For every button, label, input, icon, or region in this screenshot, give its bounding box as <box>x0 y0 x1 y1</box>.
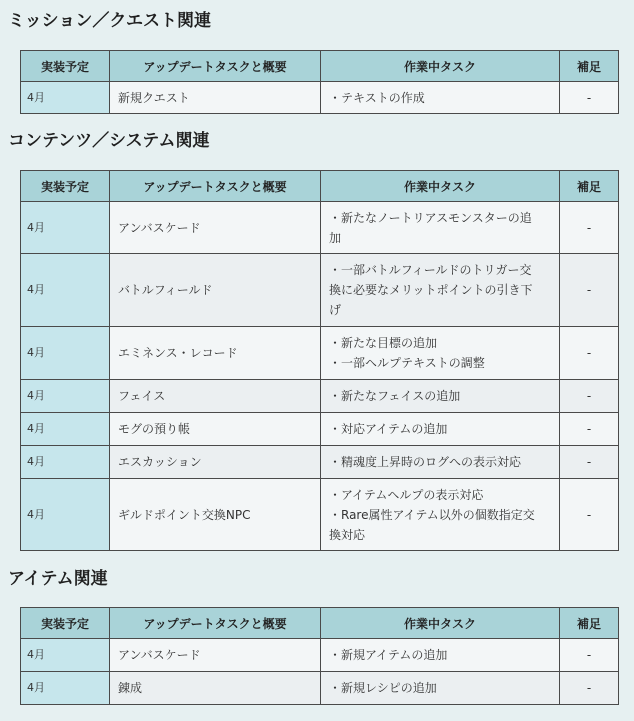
work-line: ・新たな目標の追加 <box>329 336 438 350</box>
work-line: ・新たなノートリアスモンスターの追 <box>329 210 532 225</box>
table-row <box>21 202 619 254</box>
note-cell: - <box>560 639 619 672</box>
work-line: 換に必要なメリットポイントの引き下 <box>329 283 533 297</box>
table-row <box>21 672 619 705</box>
items-table <box>20 607 619 705</box>
work-line: ・対応アイテムの追加 <box>329 422 448 436</box>
task-cell: 新規クエスト <box>110 82 321 114</box>
task-cell: エスカッション <box>110 446 321 479</box>
work-line: ・一部ヘルプテキストの調整 <box>329 356 485 370</box>
task-cell: アンバスケード <box>110 202 321 254</box>
mission-quest-table <box>20 50 619 114</box>
table-header-row <box>21 171 619 202</box>
table-header-row <box>21 608 619 639</box>
task-cell: フェイス <box>110 380 321 413</box>
header-schedule: 実装予定 <box>21 608 110 639</box>
header-note: 補足 <box>560 608 619 639</box>
task-cell: 錬成 <box>110 672 321 705</box>
table-row <box>21 479 619 551</box>
work-line: ・精魂度上昇時のログへの表示対応 <box>329 455 522 469</box>
work-line: ・Rare属性アイテム以外の個数指定交 <box>329 507 535 522</box>
work-cell <box>321 479 560 551</box>
work-cell <box>321 327 560 380</box>
work-line: ・アイテムヘルプの表示対応 <box>329 487 484 502</box>
task-cell: ギルドポイント交換NPC <box>110 479 321 551</box>
table-row <box>21 413 619 446</box>
work-line: ・新規アイテムの追加 <box>329 648 448 662</box>
table-row <box>21 82 619 114</box>
table-row <box>21 380 619 413</box>
section-title-content-system: コンテンツ／システム関連 <box>8 131 210 151</box>
month-cell: 4月 <box>21 202 110 254</box>
table-header-row <box>21 51 619 82</box>
note-cell: - <box>560 672 619 705</box>
work-cell <box>321 672 560 705</box>
work-line: 換対応 <box>329 527 366 542</box>
month-cell: 4月 <box>21 413 110 446</box>
note-cell: - <box>560 446 619 479</box>
table-row <box>21 446 619 479</box>
work-cell <box>321 254 560 327</box>
work-cell <box>321 380 560 413</box>
table-row <box>21 327 619 380</box>
note-cell: - <box>560 380 619 413</box>
header-task: アップデートタスクと概要 <box>110 608 321 639</box>
header-task: アップデートタスクと概要 <box>110 51 321 82</box>
header-note: 補足 <box>560 51 619 82</box>
work-cell <box>321 639 560 672</box>
work-cell <box>321 413 560 446</box>
task-cell: エミネンス・レコード <box>110 327 321 380</box>
task-cell: アンバスケード <box>110 639 321 672</box>
section-title-items: アイテム関連 <box>8 569 108 589</box>
header-task: アップデートタスクと概要 <box>110 171 321 202</box>
content-system-table <box>20 170 619 551</box>
month-cell: 4月 <box>21 380 110 413</box>
note-cell: - <box>560 327 619 380</box>
note-cell: - <box>560 254 619 327</box>
note-cell: - <box>560 413 619 446</box>
work-cell <box>321 82 560 114</box>
work-cell <box>321 446 560 479</box>
note-cell: - <box>560 202 619 254</box>
work-line: ・新たなフェイスの追加 <box>329 389 461 403</box>
header-work: 作業中タスク <box>321 608 560 639</box>
header-work: 作業中タスク <box>321 51 560 82</box>
work-cell <box>321 202 560 254</box>
month-cell: 4月 <box>21 446 110 479</box>
work-line: 加 <box>329 230 342 245</box>
header-work: 作業中タスク <box>321 171 560 202</box>
work-line: げ <box>329 303 342 317</box>
month-cell: 4月 <box>21 479 110 551</box>
month-cell: 4月 <box>21 82 110 114</box>
header-note: 補足 <box>560 171 619 202</box>
month-cell: 4月 <box>21 672 110 705</box>
task-cell: モグの預り帳 <box>110 413 321 446</box>
table-row <box>21 639 619 672</box>
table-row <box>21 254 619 327</box>
section-title-mission-quest: ミッション／クエスト関連 <box>8 11 211 31</box>
month-cell: 4月 <box>21 254 110 327</box>
month-cell: 4月 <box>21 639 110 672</box>
work-line: ・テキストの作成 <box>329 90 425 105</box>
note-cell: - <box>560 479 619 551</box>
header-schedule: 実装予定 <box>21 171 110 202</box>
task-cell: バトルフィールド <box>110 254 321 327</box>
month-cell: 4月 <box>21 327 110 380</box>
work-line: ・新規レシピの追加 <box>329 681 437 695</box>
note-cell: - <box>560 82 619 114</box>
header-schedule: 実装予定 <box>21 51 110 82</box>
work-line: ・一部バトルフィールドのトリガー交 <box>329 263 532 277</box>
